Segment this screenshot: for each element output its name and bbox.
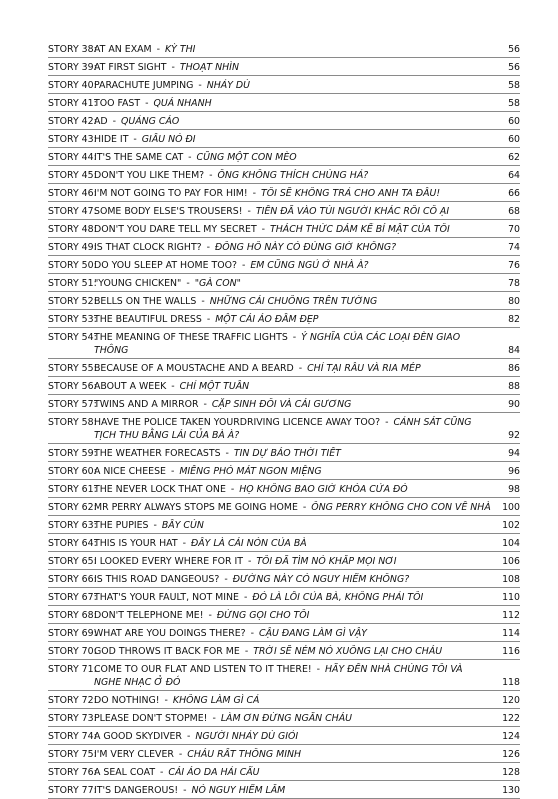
page-number: 98 [508,484,520,495]
title-separator: - [261,224,266,235]
story-title-english: AT AN EXAM [94,44,152,55]
story-title [94,730,492,743]
title-separator: - [241,260,246,271]
story-number: STORY 47: [48,206,97,217]
title-separator: - [243,592,248,603]
title-separator: - [186,278,190,289]
story-title-english: TWINS AND A MIRROR [94,399,199,410]
story-title-vietnamese: NGƯỜI NHẢY DÙ GIỎI [195,731,299,742]
story-number: STORY 54: [48,332,97,343]
title-separator: - [160,767,164,778]
story-title-vietnamese: NÓ NGUY HIỂM LẮM [191,785,286,796]
title-separator: - [250,628,255,639]
story-title-english: A NICE CHEESE [94,466,166,477]
story-title [94,115,492,128]
story-number: STORY 46: [48,188,97,199]
title-separator: - [188,152,192,163]
story-title [94,398,492,411]
story-number: STORY 38: [48,44,97,55]
page-number: 126 [502,749,520,760]
page-number: 86 [508,363,520,374]
story-title-english: DON'T YOU DARE TELL MY SECRET [94,224,257,235]
story-title [94,748,492,761]
story-title [94,609,492,622]
story-title-vietnamese: MỘT CÁI ÁO ĐẦM ĐẸP [215,314,319,325]
story-number: STORY 66: [48,574,97,585]
story-number: STORY 73: [48,713,97,724]
toc-entry [48,310,520,328]
story-title-vietnamese: GIẤU NÓ ĐI [141,134,196,145]
story-title-english: I LOOKED EVERY WHERE FOR IT [94,556,243,567]
story-title [94,151,492,164]
story-title-vietnamese: TRỜI SẼ NÉM NÓ XUỐNG LẠI CHO CHÁU [253,646,443,657]
story-number: STORY 45: [48,170,97,181]
story-title-english: HAVE THE POLICE TAKEN YOURDRIVING LICENCE AWAY TOO? [94,417,381,428]
story-number: STORY 41: [48,98,97,109]
toc-entry [48,76,520,94]
story-title [94,97,492,110]
title-separator: - [171,381,175,392]
page-number: 60 [508,134,520,145]
page-number: 96 [508,466,520,477]
story-title-english: A GOOD SKYDIVER [94,731,182,742]
story-title-vietnamese: QUẢNG CÁO [121,116,180,127]
story-number: STORY 69: [48,628,97,639]
story-title [94,313,492,326]
story-title-vietnamese: TIN DỰ BÁO THỜI TIẾT [233,448,341,459]
toc-entry [48,112,520,130]
story-title-english: I'M NOT GOING TO PAY FOR HIM! [94,188,248,199]
title-separator: - [164,695,168,706]
story-title [94,331,492,357]
story-number: STORY 57: [48,399,97,410]
story-title-vietnamese: THÁCH THỨC DÁM KỂ BÍ MẬT CỦA TÔI [270,224,450,235]
story-title [94,61,492,74]
page-number: 120 [502,695,520,706]
story-number: STORY 48: [48,224,97,235]
story-number: STORY 65: [48,556,97,567]
title-separator: - [298,363,303,374]
story-title-english: COME TO OUR FLAT AND LISTEN TO IT THERE! [94,664,312,675]
story-title-vietnamese: ĐỪNG GỌI CHO TÔI [216,610,310,621]
title-separator: - [230,484,235,495]
title-separator: - [206,314,211,325]
story-title-vietnamese: CHỈ MỘT TUẦN [179,381,250,392]
story-title-english: I'M VERY CLEVER [94,749,174,760]
story-number: STORY 76: [48,767,97,778]
story-number: STORY 43: [48,134,97,145]
title-separator: - [171,62,175,73]
story-title-english: THE PUPIES [94,520,149,531]
toc-entry [48,727,520,745]
story-title-vietnamese: HỌ KHÔNG BAO GIỜ KHÓA CỬA ĐÓ [239,484,408,495]
story-title-vietnamese: KHÔNG LÀM GÌ CẢ [172,695,260,706]
title-separator: - [170,466,175,477]
page-number: 56 [508,44,520,55]
story-title-vietnamese: CẶP SINH ĐÔI VÀ CÁI GƯƠNG [211,399,352,410]
toc-entry [48,781,520,799]
story-title [94,573,492,586]
story-title-english: ABOUT A WEEK [94,381,167,392]
toc-entry [48,642,520,660]
page-number: 116 [502,646,520,657]
story-title [94,447,492,460]
story-title [94,712,492,725]
page-number: 68 [508,206,520,217]
story-title [94,627,492,640]
toc-entry [48,691,520,709]
page-number: 130 [502,785,520,796]
story-title [94,79,492,92]
title-separator: - [302,502,307,513]
toc-entry [48,359,520,377]
story-number: STORY 49: [48,242,97,253]
title-separator: - [178,749,183,760]
page-number: 104 [502,538,520,549]
title-separator: - [183,785,187,796]
title-separator: - [247,556,252,567]
toc-entry [48,148,520,166]
story-title [94,187,492,200]
story-title-vietnamese: CẬU ĐANG LÀM GÌ VẬY [259,628,368,639]
story-title-vietnamese: EM CŨNG NGỦ Ở NHÀ À? [250,260,369,271]
story-title-vietnamese: ĐÂY LÀ CÁI NÓN CỦA BÀ [190,538,307,549]
title-separator: - [182,538,186,549]
story-title [94,555,492,568]
story-title-vietnamese: Ý NGHĨA CỦA CÁC LOẠI ĐÈN GIAO THÔNG [94,332,461,356]
story-title [94,295,492,308]
page-number: 114 [502,628,520,639]
title-separator: - [316,664,320,675]
story-title [94,133,492,146]
toc-entry [48,94,520,112]
toc-entry [48,40,520,58]
page-number: 118 [502,677,520,688]
title-separator: - [145,98,149,109]
story-title-english: DON'T YOU LIKE THEM? [94,170,205,181]
story-title-vietnamese: CẢNH SÁT CŨNG TỊCH THU BẰNG LÁI CỦA BÀ À? [94,417,472,441]
story-title-english: DO NOTHING! [94,695,160,706]
story-title [94,465,492,478]
story-title-english: BELLS ON THE WALLS [94,296,197,307]
story-title-vietnamese: "GÀ CON" [194,278,241,289]
page-number: 80 [508,296,520,307]
story-title-vietnamese: ĐÓ LÀ LỖI CỦA BÀ, KHÔNG PHẢI TÔI [252,592,424,603]
story-number: STORY 70: [48,646,97,657]
story-title [94,663,492,689]
page-number: 106 [502,556,520,567]
toc-entry [48,480,520,498]
story-title-english: THIS IS YOUR HAT [94,538,178,549]
page-number: 84 [508,345,520,356]
toc-entry [48,516,520,534]
story-number: STORY 68: [48,610,97,621]
story-title-vietnamese: BẦY CÚN [161,520,204,531]
toc-entry [48,660,520,691]
story-title-english: IS THAT CLOCK RIGHT? [94,242,202,253]
story-title-vietnamese: CHÁU RẤT THÔNG MINH [187,749,302,760]
page-number: 102 [502,520,520,531]
story-title [94,43,492,56]
story-title-vietnamese: ĐƯỜNG NÀY CÓ NGUY HIỂM KHÔNG? [232,574,410,585]
story-title [94,223,492,236]
page-number: 110 [502,592,520,603]
toc-entry [48,238,520,256]
story-title-english: IT'S DANGEROUS! [94,785,179,796]
story-title [94,766,492,779]
page-number: 90 [508,399,520,410]
story-title [94,205,492,218]
story-title-english: AD [94,116,108,127]
story-title-english: DO YOU SLEEP AT HOME TOO? [94,260,237,271]
story-number: STORY 55: [48,363,97,374]
story-title-vietnamese: ĐỒNG HỒ NÀY CÓ ĐÚNG GIỜ KHÔNG? [215,242,397,253]
toc-entry [48,184,520,202]
story-number: STORY 75: [48,749,97,760]
story-number: STORY 61: [48,484,97,495]
story-number: STORY 58: [48,417,97,428]
story-title-vietnamese: NHẢY DÙ [206,80,250,91]
page-number: 76 [508,260,520,271]
story-title [94,501,492,514]
page-number: 94 [508,448,520,459]
story-title-vietnamese: THOẠT NHÌN [179,62,239,73]
page-number: 70 [508,224,520,235]
story-title-english: DON'T TELEPHONE ME! [94,610,204,621]
story-title-vietnamese: CŨNG MỘT CON MÈO [196,152,297,163]
story-number: STORY 74: [48,731,97,742]
story-title-english: IT'S THE SAME CAT [94,152,184,163]
title-separator: - [244,646,249,657]
story-number: STORY 50: [48,260,97,271]
title-separator: - [212,713,216,724]
story-number: STORY 51: [48,278,97,289]
toc-entry [48,745,520,763]
story-title-vietnamese: MIẾNG PHÓ MÁT NGON MIỆNG [179,466,322,477]
story-title-vietnamese: ÔNG PERRY KHÔNG CHO CON VỀ NHÀ [311,502,491,513]
page-number: 82 [508,314,520,325]
toc-entry [48,444,520,462]
story-title-english: AT FIRST SIGHT [94,62,167,73]
title-separator: - [208,610,212,621]
story-title [94,537,492,550]
story-title-english: BECAUSE OF A MOUSTACHE AND A BEARD [94,363,294,374]
story-title-english: THE NEVER LOCK THAT ONE [94,484,226,495]
page-number: 56 [508,62,520,73]
toc-entry [48,166,520,184]
story-title [94,277,492,290]
page-number: 58 [508,80,520,91]
story-number: STORY 77: [48,785,97,796]
page-number: 122 [502,713,520,724]
story-number: STORY 72: [48,695,97,706]
page-number: 66 [508,188,520,199]
story-title-english: GOD THROWS IT BACK FOR ME [94,646,240,657]
story-number: STORY 39: [48,62,97,73]
toc-entry [48,58,520,76]
story-title-english: PLEASE DON'T STOPME! [94,713,208,724]
story-title [94,483,492,496]
story-title [94,362,492,375]
title-separator: - [201,296,205,307]
toc-entry [48,624,520,642]
title-separator: - [186,731,191,742]
story-title [94,416,492,442]
page-number: 88 [508,381,520,392]
toc-entry [48,256,520,274]
story-number: STORY 44: [48,152,97,163]
story-title [94,694,492,707]
toc-entry [48,534,520,552]
story-title-english: THE BEAUTIFUL DRESS [94,314,202,325]
story-title-english: THAT'S YOUR FAULT, NOT MINE [94,592,239,603]
story-title [94,169,492,182]
story-title [94,784,492,797]
toc-entry [48,395,520,413]
story-title-english: SOME BODY ELSE'S TROUSERS! [94,206,243,217]
story-number: STORY 63: [48,520,97,531]
title-separator: - [209,170,213,181]
title-separator: - [252,188,257,199]
toc-entry [48,552,520,570]
story-title [94,259,492,272]
title-separator: - [224,574,228,585]
toc-entry [48,130,520,148]
story-number: STORY 56: [48,381,97,392]
story-number: STORY 53: [48,314,97,325]
story-title-vietnamese: TIỀN ĐÃ VÀO TÚI NGƯỜI KHÁC RỒI CÔ ẠI [255,206,450,217]
toc-entry [48,588,520,606]
story-title [94,380,492,393]
story-title [94,241,492,254]
story-title-vietnamese: CÁI ÁO DA HẢI CẨU [168,767,260,778]
page-number: 62 [508,152,520,163]
story-title-english: A SEAL COAT [94,767,156,778]
title-separator: - [112,116,117,127]
story-title [94,645,492,658]
title-separator: - [292,332,297,343]
title-separator: - [203,399,207,410]
page-number: 78 [508,278,520,289]
toc-entry [48,328,520,359]
story-title-vietnamese: KỲ THI [165,44,196,55]
story-number: STORY 64: [48,538,97,549]
story-title-english: TOO FAST [94,98,141,109]
toc-entry [48,709,520,727]
story-title-vietnamese: HÃY ĐẾN NHÀ CHÚNG TÔI VÀ NGHE NHẠC Ở ĐÓ [94,664,463,688]
toc-entry [48,274,520,292]
story-number: STORY 59: [48,448,97,459]
story-title-vietnamese: NHỮNG CÁI CHUÔNG TRÊN TƯỜNG [209,296,378,307]
story-number: STORY 62: [48,502,97,513]
toc-entry [48,498,520,516]
story-title-english: THE WEATHER FORECASTS [94,448,221,459]
story-number: STORY 42: [48,116,97,127]
story-number: STORY 40: [48,80,97,91]
story-number: STORY 60: [48,466,97,477]
toc-entry [48,292,520,310]
story-title-vietnamese: ÔNG KHÔNG THÍCH CHÚNG HẢ? [217,170,369,181]
story-number: STORY 67: [48,592,97,603]
page-number: 58 [508,98,520,109]
title-separator: - [385,417,389,428]
title-separator: - [198,80,202,91]
page-number: 124 [502,731,520,742]
story-title [94,519,492,532]
story-title-vietnamese: CHỈ TẠI RÂU VÀ RIA MÉP [307,363,421,374]
story-title-english: MR PERRY ALWAYS STOPS ME GOING HOME [94,502,298,513]
story-title-vietnamese: TÔI SẼ KHÔNG TRẢ CHO ANH TA ĐÂU! [261,188,441,199]
story-title [94,591,492,604]
story-title-english: WHAT ARE YOU DOINGS THERE? [94,628,246,639]
toc-entry [48,570,520,588]
title-separator: - [247,206,251,217]
toc-entry [48,220,520,238]
page-number: 100 [502,502,520,513]
toc-entry [48,413,520,444]
toc-entry [48,202,520,220]
toc-entry [48,462,520,480]
story-number: STORY 71: [48,664,97,675]
story-number: STORY 52: [48,296,97,307]
title-separator: - [206,242,211,253]
story-title-vietnamese: LÀM ƠN ĐỪNG NGĂN CHÁU [220,713,353,724]
story-title-english: IS THIS ROAD DANGEOUS? [94,574,220,585]
story-title-vietnamese: TÔI ĐÃ TÌM NÓ KHẮP MỌI NƠI [256,556,397,567]
story-title-english: HIDE IT [94,134,129,145]
title-separator: - [225,448,229,459]
title-separator: - [156,44,161,55]
page-number: 112 [502,610,520,621]
title-separator: - [153,520,157,531]
story-title-english: THE MEANING OF THESE TRAFFIC LIGHTS [94,332,288,343]
page-number: 74 [508,242,520,253]
story-title-english: "YOUNG CHICKEN" [94,278,182,289]
page-number: 92 [508,430,520,441]
toc-entry [48,763,520,781]
story-title-vietnamese: QUÁ NHANH [153,98,212,109]
title-separator: - [133,134,137,145]
story-title-english: PARACHUTE JUMPING [94,80,194,91]
toc-entry [48,377,520,395]
page-number: 108 [502,574,520,585]
page-number: 128 [502,767,520,778]
table-of-contents [48,40,520,799]
page-number: 64 [508,170,520,181]
toc-entry [48,606,520,624]
page-number: 60 [508,116,520,127]
